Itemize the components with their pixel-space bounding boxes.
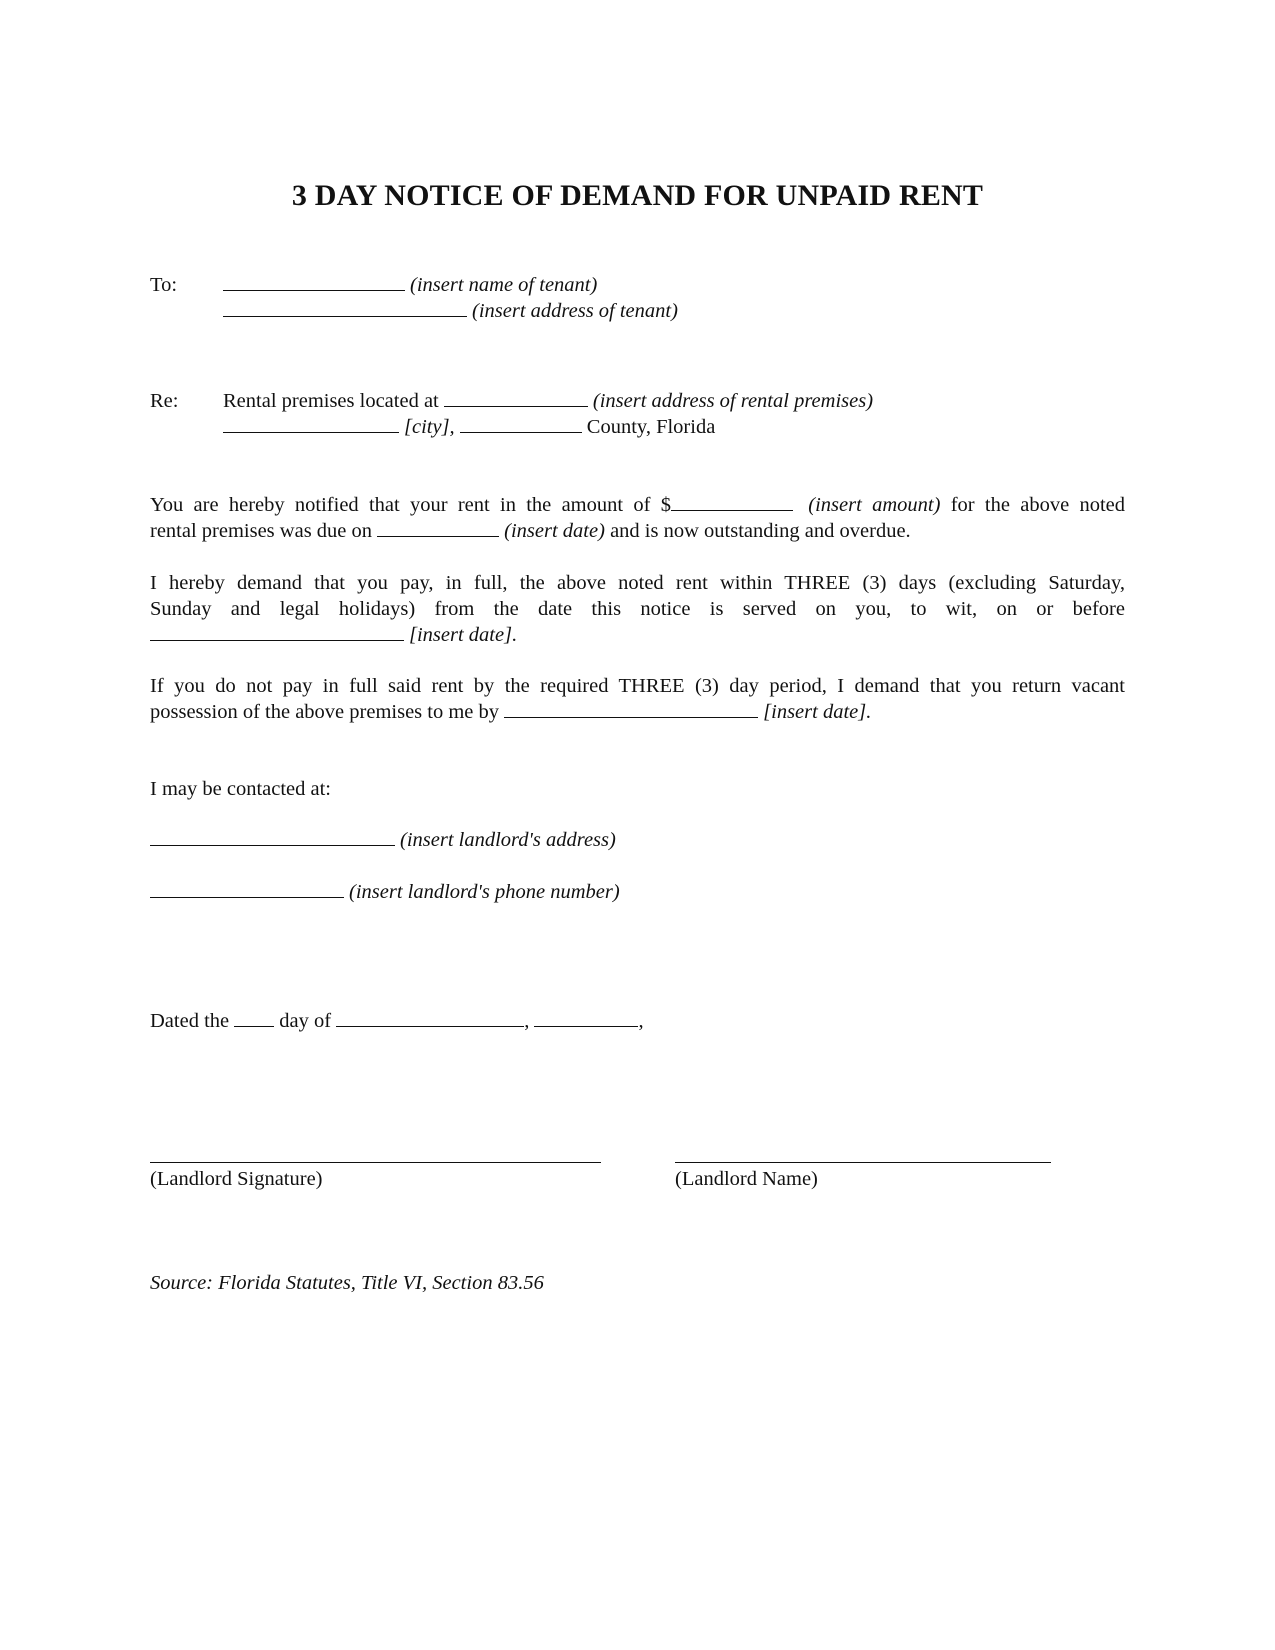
possession-line-2 <box>150 699 871 725</box>
dated-line <box>150 1008 644 1034</box>
demand-line-1: I hereby demand that you pay, in full, the above noted rent within THREE (3) days (excluding Saturday, <box>150 572 1125 594</box>
demand-date-hint: [insert date]. <box>409 624 518 646</box>
landlord-phone-blank[interactable] <box>150 879 344 898</box>
demand-line-3 <box>150 622 517 648</box>
contact-intro: I may be contacted at: <box>150 778 331 800</box>
tenant-name-blank[interactable] <box>223 272 405 291</box>
county-blank[interactable] <box>460 414 582 433</box>
county-suffix: County, Florida <box>586 416 716 438</box>
landlord-address-line <box>150 827 616 853</box>
notice-line-1 <box>150 492 1125 518</box>
possession-prefix: possession of the above premises to me by <box>150 701 500 723</box>
landlord-signature-label: (Landlord Signature) <box>150 1168 323 1190</box>
due-date-hint: (insert date) <box>504 520 605 542</box>
possession-date-blank[interactable] <box>504 699 758 718</box>
dated-comma-2: , <box>638 1010 644 1032</box>
document-title: 3 DAY NOTICE OF DEMAND FOR UNPAID RENT <box>291 179 984 212</box>
tenant-address-blank[interactable] <box>223 298 467 317</box>
tenant-address-hint: (insert address of tenant) <box>472 300 678 322</box>
re-label: Re: <box>150 390 179 412</box>
possession-line-1: If you do not pay in full said rent by the required THREE (3) day period, I demand that you return vacant <box>150 675 1125 697</box>
landlord-address-hint: (insert landlord's address) <box>400 829 616 851</box>
premises-prefix: Rental premises located at <box>223 390 439 412</box>
notice-text-2: for the above noted <box>950 494 1126 516</box>
day-blank[interactable] <box>234 1008 274 1027</box>
notice-text-4: and is now outstanding and overdue. <box>610 520 911 542</box>
dated-day-of: day of <box>279 1010 332 1032</box>
landlord-signature-line[interactable] <box>150 1162 601 1163</box>
amount-hint: (insert amount) <box>808 494 941 516</box>
demand-date-blank[interactable] <box>150 622 404 641</box>
dated-comma-1: , <box>524 1010 530 1032</box>
landlord-phone-hint: (insert landlord's phone number) <box>349 881 620 903</box>
landlord-name-line[interactable] <box>675 1162 1051 1163</box>
dated-prefix: Dated the <box>150 1010 230 1032</box>
city-blank[interactable] <box>223 414 399 433</box>
city-hint: [city], <box>404 416 455 438</box>
city-county-line <box>223 414 715 440</box>
landlord-address-blank[interactable] <box>150 827 395 846</box>
year-blank[interactable] <box>534 1008 638 1027</box>
tenant-name-line <box>223 272 597 298</box>
tenant-name-hint: (insert name of tenant) <box>410 274 598 296</box>
source-citation: Source: Florida Statutes, Title VI, Section 83.56 <box>150 1272 544 1294</box>
premises-address-blank[interactable] <box>444 388 588 407</box>
landlord-name-label: (Landlord Name) <box>675 1168 818 1190</box>
possession-date-hint: [insert date]. <box>763 701 872 723</box>
due-date-blank[interactable] <box>377 518 499 537</box>
amount-blank[interactable] <box>671 492 793 511</box>
notice-line-2 <box>150 518 911 544</box>
tenant-address-line <box>223 298 678 324</box>
premises-line <box>223 388 873 414</box>
to-label: To: <box>150 274 178 296</box>
landlord-phone-line <box>150 879 620 905</box>
month-blank[interactable] <box>336 1008 524 1027</box>
notice-text-1: You are hereby notified that your rent in the amount of $ <box>150 494 671 516</box>
premises-address-hint: (insert address of rental premises) <box>592 390 874 412</box>
demand-line-2: Sunday and legal holidays) from the date this notice is served on you, to wit, on or before <box>150 598 1125 620</box>
notice-text-3: rental premises was due on <box>150 520 373 542</box>
